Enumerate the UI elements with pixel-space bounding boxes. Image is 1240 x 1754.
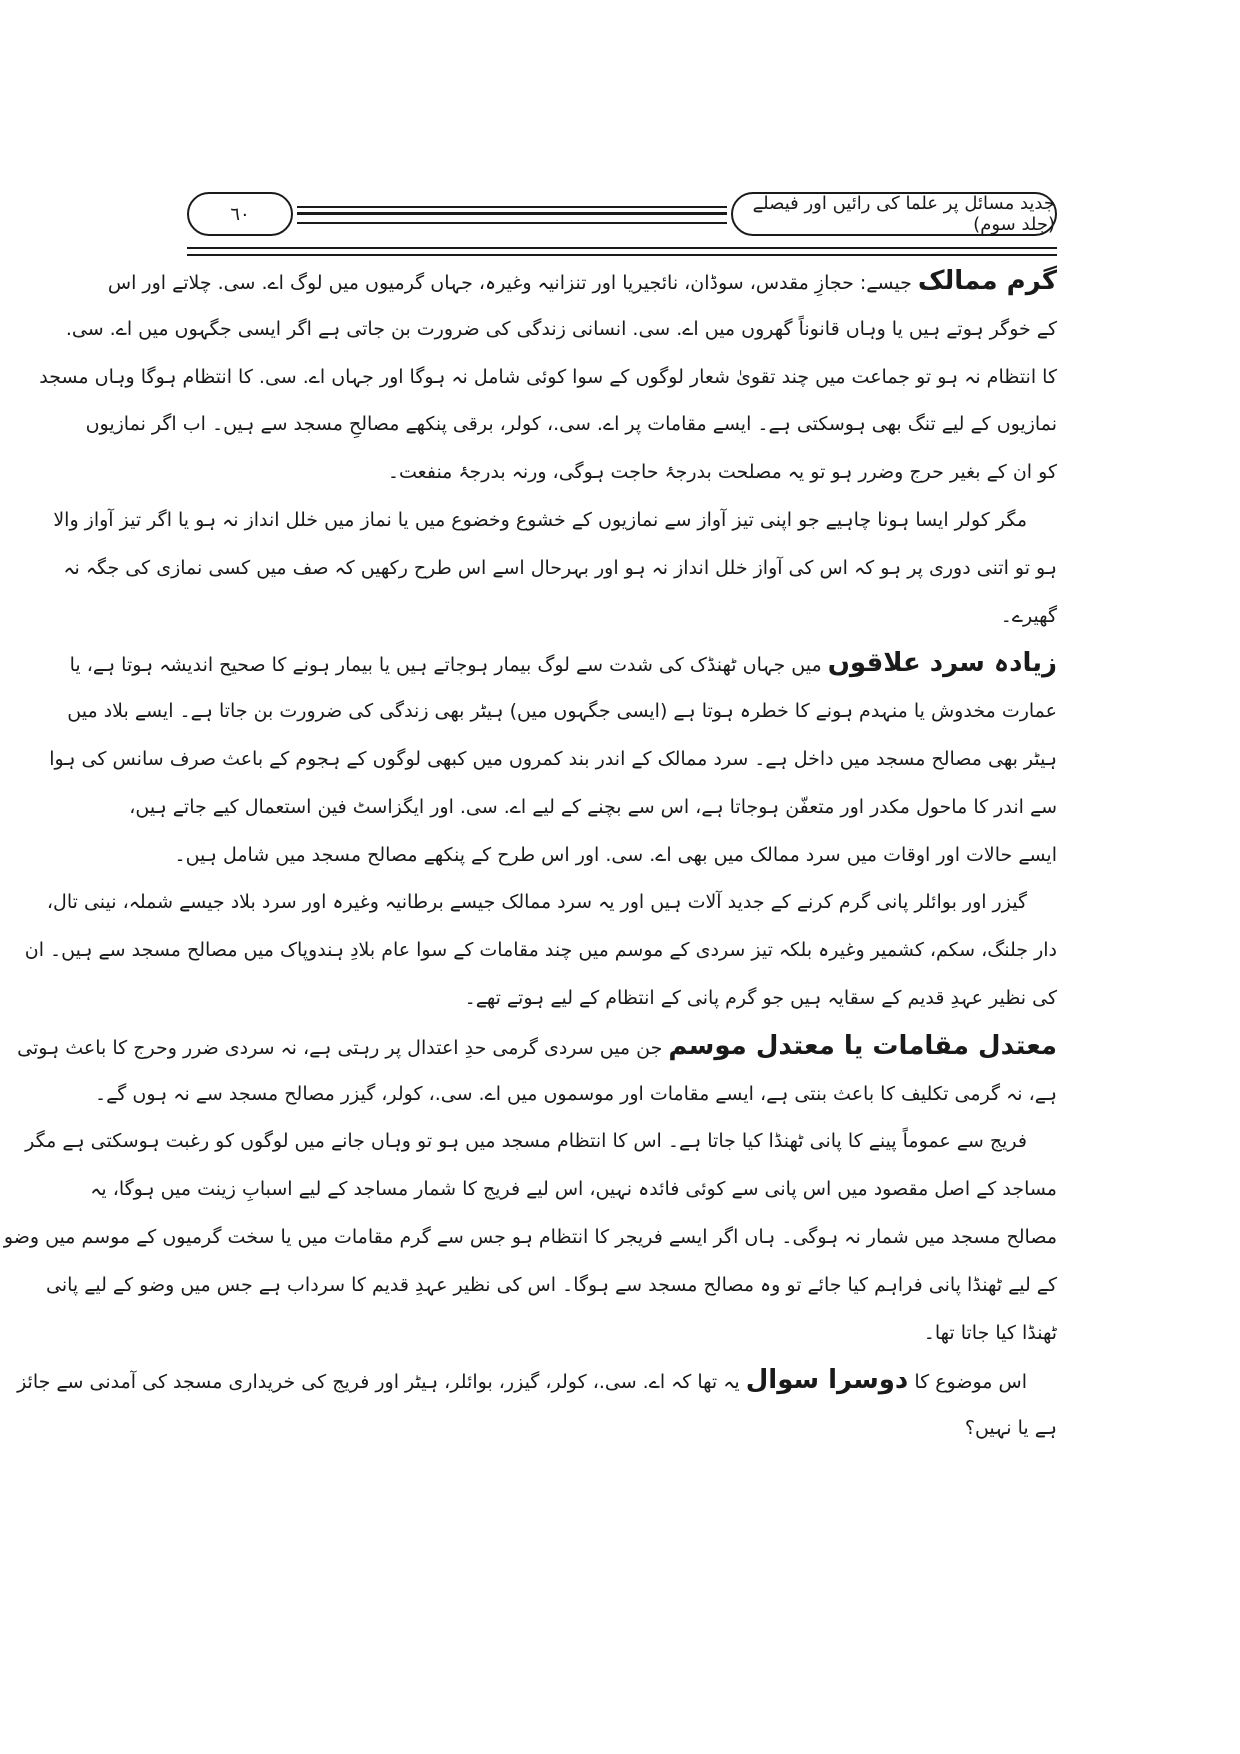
line-text: کے لیے ٹھنڈا پانی فراہم کیا جائے تو وہ مصالح مسجد سے ہوگا۔ اس کی نظیر عہدِ قدیم کا سرداب ہے جس میں وضو کے لیے پانی	[46, 1273, 1057, 1296]
line-text: اس موضوع کا	[914, 1371, 1027, 1394]
line-text: جیسے: حجازِ مقدس، سوڈان، نائجیریا اور تنزانیہ وغیرہ، جہاں گرمیوں میں لوگ اے. سی. چلاتے اور اس	[107, 272, 912, 294]
page-number: ٦٠	[187, 192, 293, 236]
text-line	[95, 1071, 1057, 1119]
section-heading: زیادہ سرد علاقوں	[827, 648, 1057, 679]
text-line	[53, 497, 1057, 545]
line-text: نمازیوں کے لیے تنگ بھی ہوسکتی ہے۔ ایسے مقامات پر اے. سی.، کولر، برقی پنکھے مصالحِ مسجد سے ہیں۔ اب اگر نمازیوں	[85, 413, 1057, 436]
text-line	[174, 832, 1057, 880]
text-line	[63, 545, 1057, 593]
text-line	[187, 1405, 1057, 1453]
line-text: کو ان کے بغیر حرج وضرر ہو تو یہ مصلحت بدرجۂ حاجت ہوگی، ورنہ بدرجۂ منفعت۔	[387, 461, 1057, 484]
text-line	[46, 1262, 1057, 1310]
paragraph	[39, 258, 1057, 497]
line-text: مصالح مسجد میں شمار نہ ہوگی۔ ہاں اگر ایسے فریجر کا انتظام ہو جس سے گرم مقامات میں یا سخت گرمیوں کے موسم میں وضو	[3, 1225, 1057, 1248]
line-text: ہے، نہ گرمی تکلیف کا باعث بنتی ہے، ایسے مقامات اور موسموں میں اے. سی.، کولر، گیزر مصالح مسجد سے نہ ہوں گے۔	[95, 1082, 1057, 1105]
section-heading: دوسرا سوال	[745, 1365, 909, 1396]
paragraph	[49, 640, 1057, 879]
text-line	[187, 593, 1057, 641]
text-line	[49, 736, 1057, 784]
paragraph	[24, 879, 1057, 1022]
line-text: ہو تو اتنی دوری پر ہو کہ اس کی آواز خلل انداز نہ ہو اور بہرحال اسے اس طرح رکھیں کہ صف میں کسی نمازی کی جگہ نہ	[63, 556, 1057, 579]
line-text: کی نظیر عہدِ قدیم کے سقایہ ہیں جو گرم پانی کے انتظام کے لیے ہوتے تھے۔	[464, 986, 1057, 1009]
line-text: کے خوگر ہوتے ہیں یا وہاں قانوناً گھروں میں اے. سی. انسانی زندگی کی ضرورت بن جاتی ہے اگر ایسی جگہوں میں اے. سی.	[65, 317, 1057, 340]
line-text: کا انتظام نہ ہو تو جماعت میں چند تقویٰ شعار لوگوں کے سوا کوئی شامل نہ ہوگا اور جہاں اے. سی. کا انتظام ہوگا وہاں مسجد	[39, 365, 1057, 388]
text-line	[65, 306, 1057, 354]
line-text: دار جلنگ، سکم، کشمیر وغیرہ بلکہ تیز سردی کے موسم میں چند مقامات کے سوا عام بلادِ ہندوپاک میں مصالح مسجد سے ہیں۔ ان	[24, 939, 1057, 962]
line-text: ہیٹر بھی مصالح مسجد میں داخل ہے۔ سرد ممالک کے اندر بند کمروں میں کبھی لوگوں کے ہجوم کے باعث صرف سانس کی ہوا	[49, 747, 1057, 770]
paragraph	[53, 497, 1057, 640]
header-divider	[297, 206, 727, 224]
text-line	[90, 1166, 1057, 1214]
line-text: گیزر اور بوائلر پانی گرم کرنے کے جدید آلات ہیں اور یہ سرد ممالک جیسے برطانیہ وغیرہ اور سرد بلاد جیسے شملہ، نینی تال،	[46, 891, 1027, 914]
header-rule	[187, 247, 1057, 256]
line-text: ٹھنڈا کیا جاتا تھا۔	[923, 1321, 1057, 1344]
text-line	[187, 1310, 1057, 1358]
line-text: ہے یا نہیں؟	[964, 1417, 1057, 1440]
text-line	[25, 1118, 1057, 1166]
text-line	[39, 354, 1057, 402]
line-text: یہ تھا کہ اے. سی.، کولر، گیزر، بوائلر، ہیٹر اور فریج کی خریداری مسجد کی آمدنی سے جائز	[17, 1371, 740, 1394]
line-text: ایسے حالات اور اوقات میں سرد ممالک میں بھی اے. سی. اور اس طرح کے پنکھے مصالح مسجد میں شامل ہیں۔	[174, 843, 1057, 866]
line-text: مگر کولر ایسا ہونا چاہیے جو اپنی تیز آواز سے نمازیوں کے خشوع وخضوع میں یا نماز میں خلل انداز نہ ہو یا اگر تیز آواز والا	[53, 508, 1027, 531]
line-text: گھیرے۔	[1000, 604, 1057, 627]
text-line	[187, 449, 1057, 497]
book-title: جدید مسائل پر علما کی رائیں اور فیصلے (جلد سوم)	[731, 192, 1057, 236]
text-line	[17, 1023, 1057, 1071]
page-body	[3, 258, 1057, 1453]
running-header	[187, 192, 1057, 240]
paragraph	[17, 1357, 1057, 1453]
section-heading: گرم ممالک	[917, 266, 1057, 296]
text-line	[85, 401, 1057, 449]
text-line	[46, 879, 1057, 927]
line-text: سے اندر کا ماحول مکدر اور متعفّن ہوجاتا ہے، اس سے بچنے کے لیے اے. سی. اور ایگزاسٹ فین استعمال کیے جاتے ہیں،	[129, 795, 1057, 818]
text-line	[17, 1357, 1057, 1405]
paragraph	[17, 1023, 1057, 1119]
text-line	[107, 258, 1057, 306]
section-heading: معتدل مقامات یا معتدل موسم	[668, 1030, 1057, 1061]
text-line	[129, 784, 1057, 832]
line-text: فریج سے عموماً پینے کا پانی ٹھنڈا کیا جاتا ہے۔ اس کا انتظام مسجد میں ہو تو وہاں جانے میں لوگوں کو رغبت ہوسکتی ہے مگر	[25, 1130, 1027, 1153]
paragraph	[3, 1118, 1057, 1357]
text-line	[69, 640, 1057, 688]
line-text: جن میں سردی گرمی حدِ اعتدال پر رہتی ہے، نہ سردی ضرر وحرج کا باعث ہوتی	[17, 1036, 663, 1059]
line-text: میں جہاں ٹھنڈک کی شدت سے لوگ بیمار ہوجاتے ہیں یا بیمار ہونے کا صحیح اندیشہ ہوتا ہے، یا	[69, 654, 822, 677]
text-line	[67, 688, 1057, 736]
text-line	[24, 927, 1057, 975]
line-text: عمارت مخدوش یا منہدم ہونے کا خطرہ ہوتا ہے (ایسی جگہوں میں) ہیٹر بھی زندگی کی ضرورت بن جاتا ہے۔ ایسے بلاد میں	[67, 700, 1057, 723]
text-line	[3, 1214, 1057, 1262]
line-text: مساجد کے اصل مقصود میں اس پانی سے کوئی فائدہ نہیں، اس لیے فریج کا شمار مساجد کے لیے اسبابِ زینت میں ہوگا، یہ	[90, 1178, 1057, 1201]
text-line	[187, 975, 1057, 1023]
